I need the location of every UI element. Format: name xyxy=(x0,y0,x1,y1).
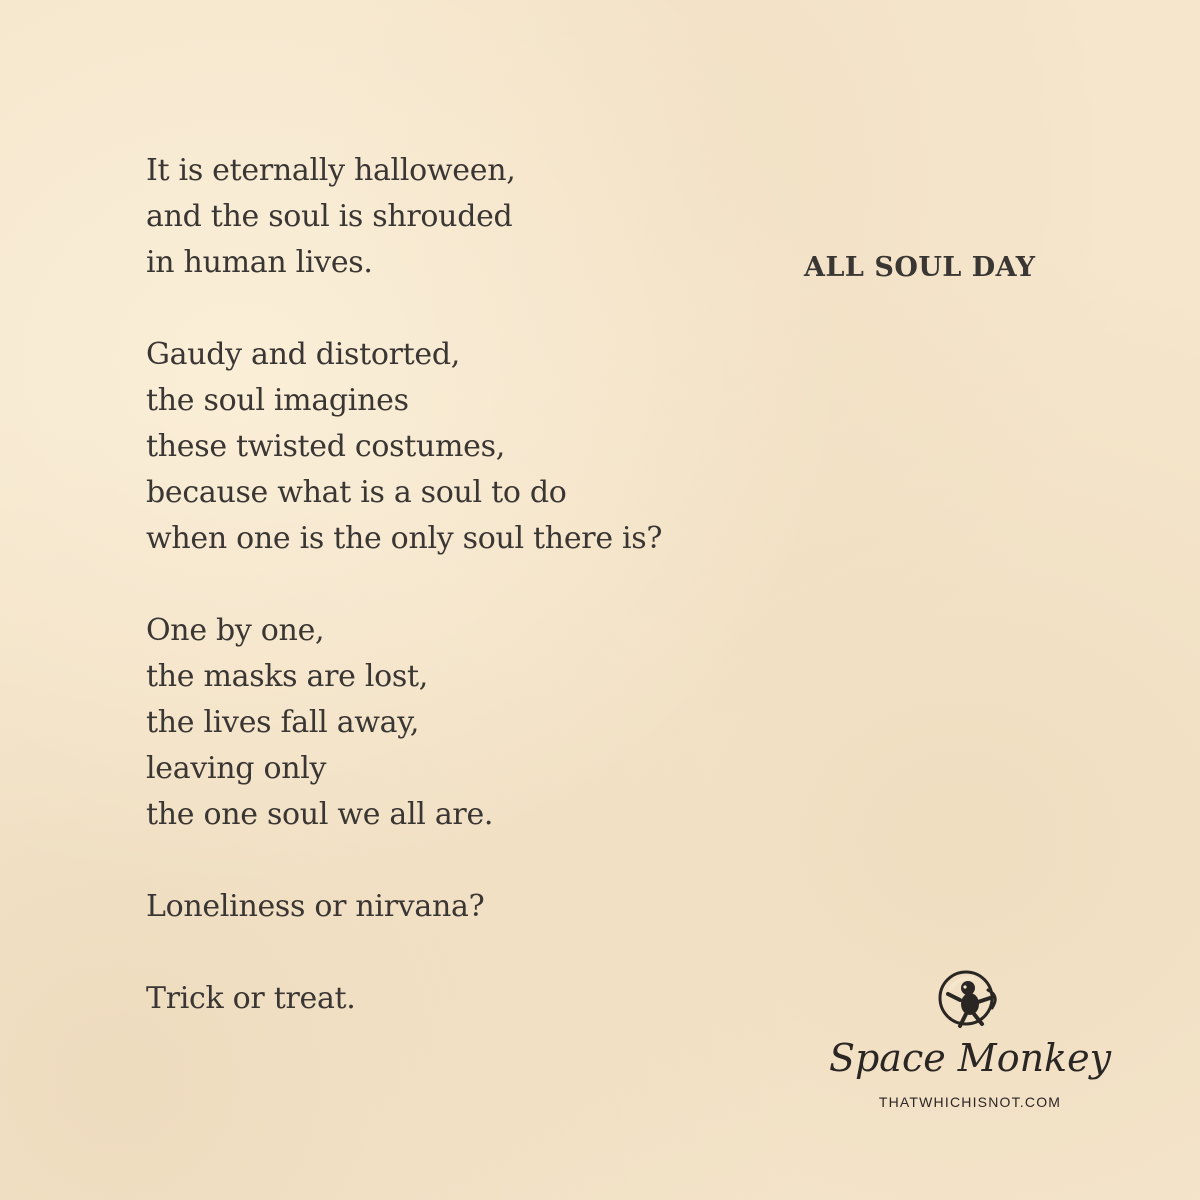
poem-line: leaving only xyxy=(146,751,327,786)
stanza xyxy=(146,332,846,562)
brand-name: Space Monkey xyxy=(828,1036,1112,1080)
brand-url[interactable]: THATWHICHISNOT.COM xyxy=(878,1094,1062,1110)
poem-line: when one is the only soul there is? xyxy=(146,521,663,556)
stanza xyxy=(146,884,846,930)
poem-line: because what is a soul to do xyxy=(146,475,567,510)
stanza xyxy=(146,148,846,286)
poem-title: ALL SOUL DAY xyxy=(804,252,1036,283)
poem-line: One by one, xyxy=(146,613,325,648)
poem-line: the soul imagines xyxy=(146,383,409,418)
poem-line: and the soul is shrouded xyxy=(146,199,513,234)
space-monkey-emblem-icon xyxy=(930,960,1010,1040)
poem-line: in human lives. xyxy=(146,245,373,280)
poem-body xyxy=(146,148,846,1068)
poem-line: these twisted costumes, xyxy=(146,429,505,464)
stanza xyxy=(146,976,846,1022)
poem-line: the masks are lost, xyxy=(146,659,428,694)
poem-line: the one soul we all are. xyxy=(146,797,494,832)
poem-line: Trick or treat. xyxy=(146,981,356,1016)
poem-line: It is eternally halloween, xyxy=(146,153,516,188)
poem-line: Gaudy and distorted, xyxy=(146,337,461,372)
stanza xyxy=(146,608,846,838)
brand-logo xyxy=(800,960,1140,1140)
poem-line: Loneliness or nirvana? xyxy=(146,889,485,924)
poem-line: the lives fall away, xyxy=(146,705,420,740)
